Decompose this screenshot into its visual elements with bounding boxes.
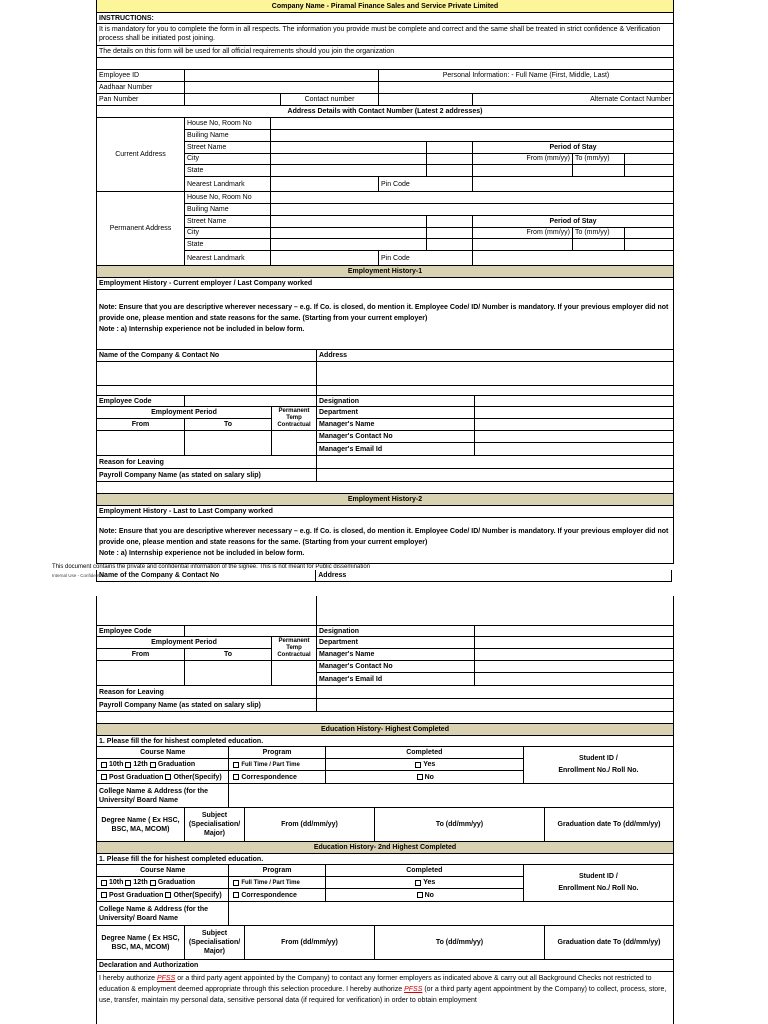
spacer-row-3 <box>97 712 673 724</box>
emp1-reason-field[interactable] <box>317 456 673 468</box>
current-state-field[interactable] <box>271 165 427 176</box>
emp1-heading-row <box>97 266 673 278</box>
edu1-enrollment-label: Enrollment No./ Roll No. <box>558 767 639 774</box>
edu2-12th-label: 12th <box>133 879 148 886</box>
pan-row <box>97 94 673 106</box>
emp2-company-row <box>96 570 672 582</box>
pan-label: Pan Number <box>97 94 185 105</box>
emp1-note-1: Note: Ensure that you are descriptive wherever necessary – e.g. If Co. is closed, do mention it. Employee Code/ ID/ Number is mandatory. If your previous employer did not provide one, please mention and state reasons for the same. (Starting from your current employer) <box>99 304 669 322</box>
instructions-text-1: It is mandatory for you to complete the form in all respects. The information you provide must be complete and correct and the same shall be treated in strict confidence & Verification process shall be initiated post joining. <box>99 26 661 42</box>
edu1-12th-label: 12th <box>133 761 148 768</box>
emp1-manager-contact-field[interactable] <box>475 431 673 442</box>
aadhaar-field[interactable] <box>185 82 379 93</box>
edu1-course-name-label: Course Name <box>97 747 228 759</box>
edu1-program-label: Program <box>229 747 325 759</box>
emp1-company-field[interactable] <box>97 362 317 385</box>
instructions-heading-row <box>97 13 673 24</box>
edu2-instruction: 1. Please fill the for hishest completed education. <box>99 855 264 863</box>
permanent-to-label: To (mm/yy) <box>573 228 625 239</box>
emp1-from-field[interactable] <box>97 431 185 455</box>
edu2-student-id-label: Student ID / <box>578 873 618 880</box>
emp1-period-label: Employment Period <box>151 409 217 416</box>
permanent-building-field[interactable] <box>271 204 673 215</box>
edu2-degree-label: Degree Name ( Ex HSC, BSC, MA, MCOM) <box>97 926 185 959</box>
current-landmark-field[interactable] <box>271 177 379 191</box>
edu1-10th-label: 10th <box>109 761 124 768</box>
edu1-college-field[interactable] <box>229 784 673 807</box>
emp1-to-label: To <box>223 421 233 428</box>
edu2-grad-date-label: Graduation date To (dd/mm/yy) <box>557 939 661 946</box>
edu1-pg-label: Post Graduation <box>109 773 164 781</box>
emp1-department-label: Department <box>317 407 475 418</box>
emp2-subheading: Employment History - Last to Last Company worked <box>99 508 273 515</box>
edu1-to-label: To (dd/mm/yy) <box>375 808 545 841</box>
edu2-from-label: From (dd/mm/yy) <box>245 926 375 959</box>
declaration-text <box>97 972 673 1012</box>
emp1-payroll-row <box>97 469 673 482</box>
edu2-10th-label: 10th <box>109 879 124 886</box>
emp1-payroll-field[interactable] <box>317 469 673 481</box>
current-landmark-label: Nearest Landmark <box>185 177 271 191</box>
emp2-manager-contact-field[interactable] <box>475 661 673 672</box>
edu2-10th-checkbox[interactable] <box>101 880 107 886</box>
full-name-field[interactable] <box>379 82 673 93</box>
emp2-company-field[interactable] <box>97 596 317 625</box>
current-to-label: To (mm/yy) <box>573 154 625 165</box>
emp2-perm-temp-label: Permanent Temp Contractual <box>272 637 316 661</box>
edu2-college-row <box>97 902 673 926</box>
emp2-manager-contact-label: Manager's Contact No <box>317 661 475 672</box>
edu1-other-label: Other(Specify) <box>173 773 222 781</box>
confidential-footer: This document contains the private and confidential information of the signee. This is not meant for Public dissemination <box>52 564 371 570</box>
edu1-no-label: No <box>424 773 434 781</box>
edu1-degree-row <box>97 808 673 842</box>
current-pincode-field[interactable] <box>473 177 673 191</box>
edu2-course-name-label: Course Name <box>97 865 228 877</box>
emp2-manager-email-label: Manager's Email Id <box>317 673 475 685</box>
emp2-sub-row <box>97 506 673 518</box>
emp1-reason-row <box>97 456 673 469</box>
aadhaar-label: Aadhaar Number <box>97 82 185 93</box>
edu1-12th-checkbox[interactable] <box>125 762 131 768</box>
declaration-text-b: or a third party agent appointed by the Company) to contact any former employers as indicated above & carry out all Background Checks not restricted to education & employment deemed appropriate through this selection procedure. I hereby authorize <box>99 975 652 993</box>
emp1-manager-contact-label: Manager's Contact No <box>317 431 475 442</box>
edu2-no-label: No <box>424 891 434 899</box>
edu2-degree-row <box>97 926 673 960</box>
edu2-yes-label: Yes <box>423 879 436 886</box>
permanent-landmark-label: Nearest Landmark <box>185 251 271 265</box>
edu2-pg-checkbox[interactable] <box>101 892 107 898</box>
emp1-manager-email-field[interactable] <box>475 443 673 455</box>
edu1-heading: Education History- Highest Completed <box>321 726 449 733</box>
edu1-yes-checkbox[interactable] <box>415 762 421 768</box>
edu1-completed-label: Completed <box>326 747 523 759</box>
edu1-student-id-label: Student ID / <box>578 755 618 762</box>
declaration-text-a: I hereby authorize <box>99 975 157 982</box>
edu2-correspondence-checkbox[interactable] <box>233 892 239 898</box>
edu1-college-row <box>97 784 673 808</box>
emp1-note-2: Note : a) Internship experience not be included in below form. <box>99 326 305 333</box>
current-city-label: City <box>185 154 271 165</box>
emp2-from-field[interactable] <box>97 661 185 685</box>
alt-contact-label: Alternate Contact Number <box>590 96 671 103</box>
pan-field[interactable] <box>185 94 281 105</box>
emp2-reason-field[interactable] <box>317 686 673 698</box>
current-building-label: Builing Name <box>185 130 271 141</box>
edu1-course-block <box>97 747 673 784</box>
emp1-manager-name-field[interactable] <box>475 419 673 430</box>
edu1-correspondence-checkbox[interactable] <box>233 774 239 780</box>
edu1-yes-label: Yes <box>423 761 436 768</box>
current-street-label: Street Name <box>185 142 271 153</box>
emp2-manager-name-field[interactable] <box>475 649 673 660</box>
emp2-code-field[interactable] <box>185 626 317 636</box>
emp2-department-label: Department <box>317 637 475 648</box>
instructions-row-1 <box>97 24 673 46</box>
edu2-correspondence-label: Correspondence <box>241 891 297 899</box>
emp1-address-label: Address <box>319 352 348 359</box>
emp1-note-row <box>97 290 673 350</box>
emp1-perm-temp-label: Permanent Temp Contractual <box>272 407 316 431</box>
current-house-field[interactable] <box>271 118 673 129</box>
permanent-house-label: House No, Room No <box>185 192 271 203</box>
emp1-code-label: Employee Code <box>97 396 185 406</box>
emp1-manager-email-label: Manager's Email Id <box>317 443 475 455</box>
edu1-graduation-label: Graduation <box>157 761 196 768</box>
permanent-address-label: Permanent Address <box>97 192 185 265</box>
form-page-2 <box>96 596 674 1024</box>
emp2-note-block <box>97 518 673 564</box>
emp1-department-field[interactable] <box>475 407 673 418</box>
emp2-department-field[interactable] <box>475 637 673 648</box>
address-heading: Address Details with Contact Number (Latest 2 addresses) <box>287 108 483 115</box>
emp2-payroll-label: Payroll Company Name (as stated on salary slip) <box>97 699 317 711</box>
edu1-instruction-row <box>97 736 673 747</box>
emp1-reason-label: Reason for Leaving <box>97 456 317 468</box>
edu2-instruction-row <box>97 854 673 865</box>
permanent-period-of-stay-label: Period of Stay <box>549 217 597 225</box>
current-address-block <box>97 118 673 192</box>
emp2-reason-row <box>97 686 673 699</box>
edu1-grad-date-label: Graduation date To (dd/mm/yy) <box>557 821 661 828</box>
declaration-heading-row <box>97 960 673 972</box>
edu1-heading-row <box>97 724 673 736</box>
permanent-city-field[interactable] <box>271 228 427 239</box>
emp2-designation-label: Designation <box>317 626 475 636</box>
internal-use-footer: Internal Use - Confidential <box>52 573 105 578</box>
emp1-to-field[interactable] <box>185 431 271 455</box>
full-name-label: Personal Information: - Full Name (First, Middle, Last) <box>442 72 610 79</box>
emp2-code-row <box>97 626 673 637</box>
emp1-from-label: From <box>97 419 185 430</box>
permanent-pincode-field[interactable] <box>473 251 673 265</box>
edu2-graduation-checkbox[interactable] <box>150 880 156 886</box>
spacer-row <box>97 58 673 70</box>
edu2-yes-checkbox[interactable] <box>415 880 421 886</box>
aadhaar-row <box>97 82 673 94</box>
current-address-label: Current Address <box>97 118 185 191</box>
current-period-of-stay-label: Period of Stay <box>549 143 597 151</box>
pfss-link-1: PFSS <box>156 975 176 982</box>
permanent-street-label: Street Name <box>185 216 271 227</box>
edu2-fulltime-label: Full Time / Part Time <box>241 879 300 886</box>
edu2-12th-checkbox[interactable] <box>125 880 131 886</box>
edu1-college-label: College Name & Address (for the University/ Board Name <box>97 784 229 807</box>
emp2-to-label: To <box>223 651 233 658</box>
emp2-payroll-field[interactable] <box>317 699 673 711</box>
permanent-address-block <box>97 192 673 266</box>
emp1-sub-row <box>97 278 673 290</box>
contact-label: Contact number <box>281 94 379 105</box>
edu1-from-label: From (dd/mm/yy) <box>245 808 375 841</box>
permanent-state-field[interactable] <box>271 239 427 250</box>
emp1-company-fields-row <box>97 362 673 386</box>
current-state-label: State <box>185 165 271 176</box>
current-from-label: From (mm/yy) <box>473 154 573 165</box>
emp1-code-field[interactable] <box>185 396 317 406</box>
edu1-no-checkbox[interactable] <box>417 774 423 780</box>
edu1-fulltime-checkbox[interactable] <box>233 762 239 768</box>
edu2-subject-label: Subject (Specialisation/ Major) <box>185 926 245 959</box>
edu2-graduation-label: Graduation <box>157 879 196 886</box>
declaration-text-c: (or a third party agent appointment by the Company) to collect, process, store, use, transfer, maintain my personal data, sensitive personal data (if required for verification) in order to obtain employment <box>99 986 667 1004</box>
edu2-to-label: To (dd/mm/yy) <box>375 926 545 959</box>
edu2-heading-row <box>97 842 673 854</box>
edu2-pg-label: Post Graduation <box>109 891 164 899</box>
employee-id-row <box>97 70 673 82</box>
instructions-text-2: The details on this form will be used for all official requirements should you join the organization <box>99 48 395 55</box>
contact-field[interactable] <box>379 94 473 105</box>
emp1-company-label: Name of the Company & Contact No <box>97 350 317 361</box>
form-page-1 <box>96 0 674 564</box>
emp2-heading-row <box>97 494 673 506</box>
emp1-manager-name-label: Manager's Name <box>317 419 475 430</box>
edu2-enrollment-label: Enrollment No./ Roll No. <box>558 885 639 892</box>
emp2-address-label: Address <box>318 572 347 579</box>
emp2-address-field[interactable] <box>317 596 673 625</box>
edu1-instruction: 1. Please fill the for hishest completed education. <box>99 737 264 745</box>
emp1-payroll-label: Payroll Company Name (as stated on salary slip) <box>97 469 317 481</box>
emp2-company-fields-row <box>97 596 673 626</box>
edu2-heading: Education History- 2nd Highest Completed <box>313 844 457 851</box>
emp2-designation-field[interactable] <box>475 626 673 636</box>
instructions-heading: INSTRUCTIONS: <box>99 14 154 22</box>
emp2-code-label: Employee Code <box>97 626 185 636</box>
emp1-designation-label: Designation <box>317 396 475 406</box>
permanent-building-label: Builing Name <box>185 204 271 215</box>
permanent-pincode-label: Pin Code <box>379 251 473 265</box>
emp1-designation-field[interactable] <box>475 396 673 406</box>
employee-id-field[interactable] <box>185 70 379 81</box>
emp1-address-field[interactable] <box>317 362 673 385</box>
edu2-course-block <box>97 865 673 902</box>
emp2-manager-email-field[interactable] <box>475 673 673 685</box>
permanent-state-label: State <box>185 239 271 250</box>
emp2-payroll-row <box>97 699 673 712</box>
current-to-field[interactable] <box>625 154 673 165</box>
permanent-city-label: City <box>185 228 271 239</box>
edu1-correspondence-label: Correspondence <box>241 773 297 781</box>
emp1-company-row <box>97 350 673 362</box>
spacer-row-2 <box>97 482 673 494</box>
employee-id-label: Employee ID <box>97 70 185 81</box>
emp2-heading: Employment History-2 <box>347 496 423 503</box>
company-title: Company Name - Piramal Finance Sales and Service Private Limited <box>271 2 499 10</box>
edu2-no-checkbox[interactable] <box>417 892 423 898</box>
current-pincode-label: Pin Code <box>379 177 473 191</box>
company-title-row <box>97 0 673 13</box>
edu1-subject-label: Subject (Specialisation/ Major) <box>185 808 245 841</box>
edu2-other-label: Other(Specify) <box>173 891 222 899</box>
current-street-field[interactable] <box>271 142 427 153</box>
emp2-from-label: From <box>97 649 185 660</box>
emp2-period-label: Employment Period <box>151 639 217 646</box>
edu1-pg-checkbox[interactable] <box>101 774 107 780</box>
emp1-subheading: Employment History - Current employer / Last Company worked <box>99 280 313 287</box>
emp1-heading: Employment History-1 <box>347 268 423 275</box>
address-heading-row <box>97 106 673 118</box>
edu1-other-checkbox[interactable] <box>165 774 171 780</box>
edu2-fulltime-checkbox[interactable] <box>233 880 239 886</box>
emp2-perm-temp-field[interactable] <box>272 661 316 685</box>
current-building-field[interactable] <box>271 130 673 141</box>
edu2-college-field[interactable] <box>229 902 673 925</box>
emp1-code-row <box>97 396 673 407</box>
emp2-reason-label: Reason for Leaving <box>97 686 317 698</box>
permanent-house-field[interactable] <box>271 192 673 203</box>
emp1-blank-row <box>97 386 673 396</box>
emp2-manager-name-label: Manager's Name <box>317 649 475 660</box>
emp2-period-block <box>97 637 673 686</box>
declaration-heading: Declaration and Authorization <box>99 962 199 969</box>
permanent-street-field[interactable] <box>271 216 427 227</box>
edu1-graduation-checkbox[interactable] <box>150 762 156 768</box>
edu1-degree-label: Degree Name ( Ex HSC, BSC, MA, MCOM) <box>97 808 185 841</box>
emp1-period-block <box>97 407 673 456</box>
emp1-perm-temp-field[interactable] <box>272 431 316 455</box>
instructions-row-2 <box>97 46 673 58</box>
permanent-from-label: From (mm/yy) <box>473 228 573 239</box>
permanent-to-field[interactable] <box>625 228 673 239</box>
edu1-10th-checkbox[interactable] <box>101 762 107 768</box>
emp2-company-label: Name of the Company & Contact No <box>97 570 316 581</box>
emp2-note-1: Note: Ensure that you are descriptive wherever necessary – e.g. If Co. is closed, do mention it. Employee Code/ ID/ Number is mandatory. If your previous employer did not provide one, please mention and state reasons for the same. (Starting from your current employer) <box>99 528 669 546</box>
edu2-completed-label: Completed <box>326 865 523 877</box>
current-city-field[interactable] <box>271 154 427 165</box>
edu1-fulltime-label: Full Time / Part Time <box>241 761 300 768</box>
edu2-other-checkbox[interactable] <box>165 892 171 898</box>
current-house-label: House No, Room No <box>185 118 271 129</box>
pfss-link-2: PFSS <box>404 986 423 993</box>
permanent-landmark-field[interactable] <box>271 251 379 265</box>
edu2-program-label: Program <box>229 865 325 877</box>
emp2-note-2: Note : a) Internship experience not be included in below form. <box>99 550 305 557</box>
emp2-to-field[interactable] <box>185 661 271 685</box>
edu2-college-label: College Name & Address (for the University/ Board Name <box>97 902 229 925</box>
